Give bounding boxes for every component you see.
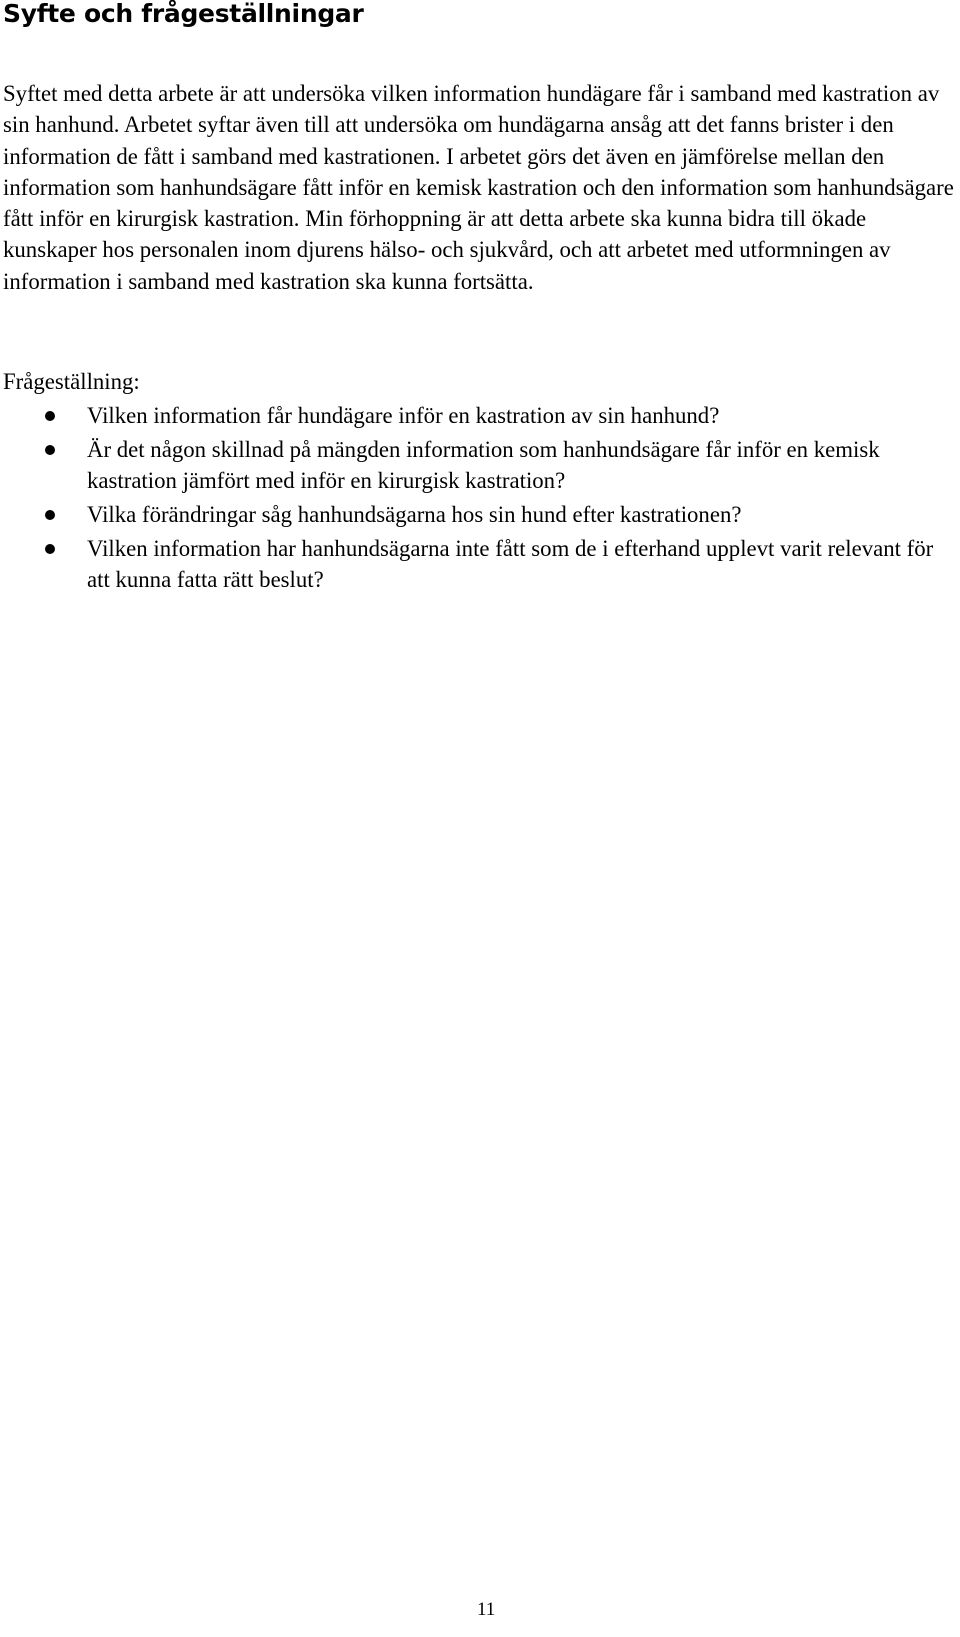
- question-text: Vilka förändringar såg hanhundsägarna hos sin hund efter kastrationen?: [87, 502, 742, 528]
- question-item: [0, 400, 955, 431]
- section-heading: Syfte och frågeställningar: [3, 0, 364, 28]
- question-text: Vilken information har hanhundsägarna inte fått som de i efterhand upplevt varit relevant för att kunna fatta rätt beslut?: [87, 535, 934, 593]
- question-text: Är det någon skillnad på mängden information som hanhundsägare får inför en kemisk kastration jämfört med inför en kirurgisk kastration?: [87, 436, 880, 494]
- question-item: [0, 434, 955, 497]
- bullet-icon: [45, 411, 55, 421]
- question-item: [0, 499, 955, 530]
- bullet-icon: [45, 510, 55, 520]
- intro-paragraph: Syftet med detta arbete är att undersöka vilken information hundägare får i samband med kastration av sin hanhund. Arbetet syftar även till att undersöka om hundägarna ansåg att det fanns brister i den information de fått i samband med kastrationen. I arbetet görs det även en jämförelse mellan den information som hanhundsägare fått inför en kemisk kastration och den information som hanhundsägare fått inför en kirurgisk kastration. Min förhoppning är att detta arbete ska kunna bidra till ökade kunskaper hos personalen inom djurens hälso- och sjukvård, och att arbetet med utformningen av information i samband med kastration ska kunna fortsätta.: [3, 81, 954, 294]
- bullet-icon: [45, 544, 55, 554]
- questions-list: [0, 400, 955, 598]
- question-text: Vilken information får hundägare inför en kastration av sin hanhund?: [87, 403, 720, 428]
- questions-label: Frågeställning:: [3, 369, 140, 394]
- page-number: 11: [477, 1599, 496, 1620]
- question-item: [0, 533, 955, 596]
- bullet-icon: [45, 445, 55, 455]
